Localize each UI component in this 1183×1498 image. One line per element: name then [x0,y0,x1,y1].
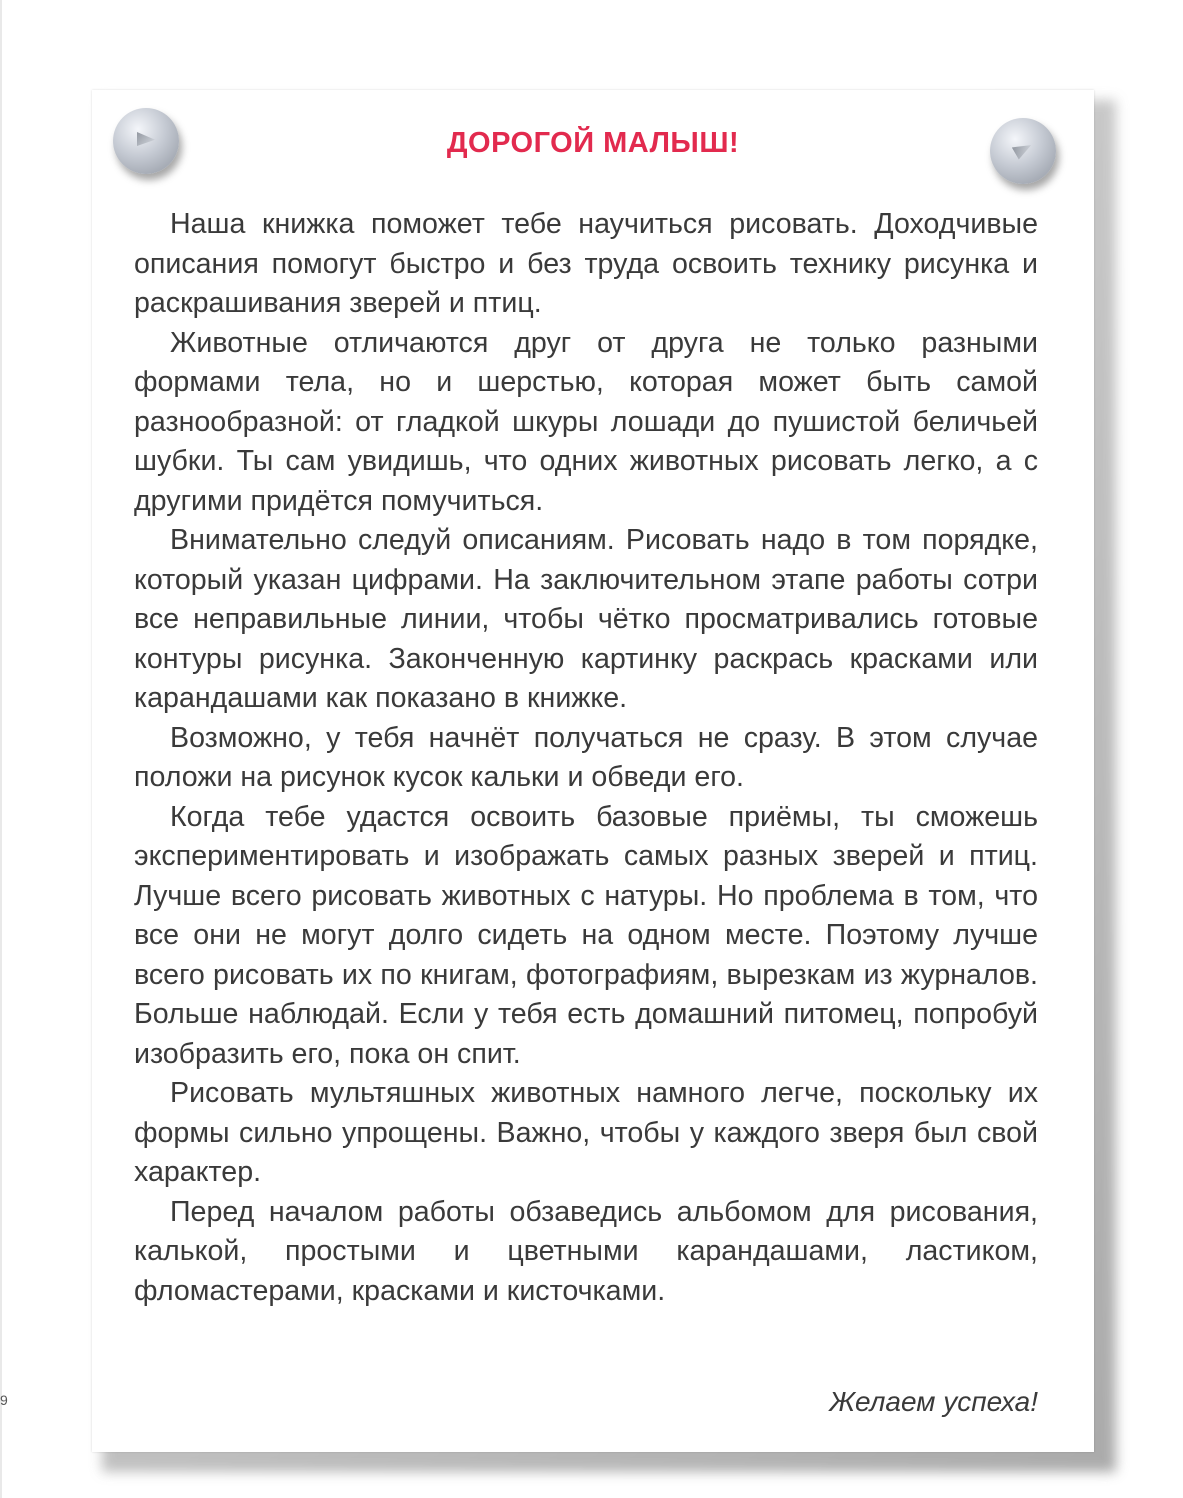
paragraph-7: Перед началом работы обзаведись альбомом для рисования, калькой, простыми и цветными карандашами, ластиком, фломастерами, красками и кисточками. [134,1195,1038,1307]
paragraph-1: Наша книжка поможет тебе научиться рисовать. Доходчивые описания помогут быстро и без труда освоить технику рисунка и раскрашивания зверей и птиц. [134,208,1038,319]
paragraph-3: Внимательно следуй описаниям. Рисовать надо в том порядке, который указан цифрами. На заключительном этапе работы сотри все неправильные линии, чтобы чётко просматривались готовые контуры рисунка. Законченную картинку раскрась красками или карандашами как показано в книжке. [134,524,1038,714]
paragraph-2: Животные отличаются друг от друга не только разными формами тела, но и шерстью, которая может быть самой разнообразной: от гладкой шкуры лошади до пушистой беличьей шубки. Ты сам увидишь, что одних животных рисовать легко, а с другими придётся помучиться. [134,326,1038,517]
paragraph-6: Рисовать мультяшных животных намного легче, поскольку их формы сильно упрощены. Важно, чтобы у каждого зверя был свой характер. [134,1077,1038,1188]
page-edge [0,0,2,1498]
paragraph-5: Когда тебе удастся освоить базовые приёмы, ты сможешь экспериментировать и изображать самых разных зверей и птиц. Лучше всего рисовать животных с натуры. Но проблема в том, что все они не могут долго сидеть на одном месте. Поэтому лучше всего рисовать их по книгам, фотографиям, вырезкам из журналов. Больше наблюдай. Если у тебя есть домашний питомец, попробуй изобразить его, пока он спит. [134,800,1038,1070]
page-number: 9 [0,1392,8,1408]
page-title: ДОРОГОЙ МАЛЫШ! [446,127,740,159]
body-text [134,205,1038,1311]
closing-wish: Желаем успеха! [829,1386,1038,1417]
paragraph-4: Возможно, у тебя начнёт получаться не сразу. В этом случае положи на рисунок кусок кальки и обведи его. [134,721,1038,793]
